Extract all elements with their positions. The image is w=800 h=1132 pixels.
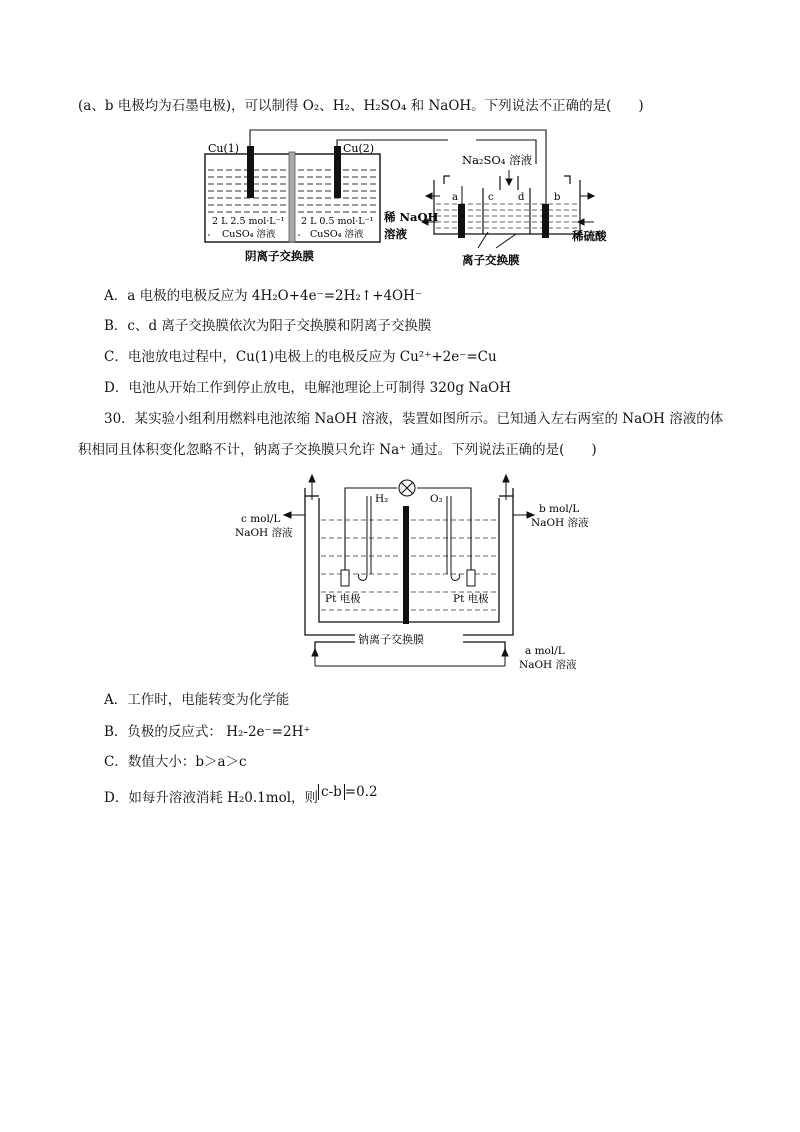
label-c: c: [488, 192, 494, 203]
dilute-h2so4-label: 稀硫酸: [572, 229, 607, 243]
q30-option-d: [104, 784, 378, 808]
pt-electrode-left: [341, 570, 349, 586]
q30-option-a: A．工作时，电能转变为化学能: [104, 692, 290, 708]
dilute-naoh-label-1: 稀 NaOH: [384, 210, 439, 224]
electrode-a: [458, 204, 465, 238]
right-outlet-conc: b mol/L: [539, 503, 580, 515]
q30-option-d-abs: c-b: [318, 784, 345, 800]
left-outlet-name: NaOH 溶液: [235, 527, 293, 539]
q30-option-d-suffix: =0.2: [344, 784, 378, 800]
label-b: b: [554, 192, 561, 203]
cu1-label: Cu(1): [208, 142, 240, 155]
left-solution-name: CuSO₄ 溶液: [222, 229, 276, 240]
q30-option-c: C．数值大小：b＞a＞c: [104, 754, 247, 770]
right-solution-name: CuSO₄ 溶液: [310, 229, 364, 240]
o2-label: O₂: [430, 493, 443, 505]
arrows: [422, 170, 594, 248]
left-outlet-conc: c mol/L: [241, 513, 281, 525]
sodium-membrane-label: 钠离子交换膜: [358, 633, 424, 646]
cu2-electrode: [334, 146, 341, 198]
dilute-naoh-label-2: 溶液: [384, 227, 407, 241]
q29-option-c: C．电池放电过程中，Cu(1)电极上的电极反应为 Cu²⁺+2e⁻=Cu: [104, 349, 497, 365]
label-d: d: [518, 192, 525, 203]
pt-right-label: Pt 电极: [453, 593, 489, 605]
anion-membrane-label: 阴离子交换膜: [245, 249, 314, 263]
pt-left-label: Pt 电极: [325, 593, 361, 605]
q30-option-b: B．负极的反应式： H₂-2e⁻=2H⁺: [104, 724, 311, 740]
q30-option-d-prefix: D．如每升溶液消耗 H₂0.1mol，则: [104, 790, 319, 806]
electrode-b: [542, 204, 549, 238]
electrolysis-cell: [434, 176, 580, 234]
q29-intro: (a、b 电极均为石墨电极)，可以制得 O₂、H₂、H₂SO₄ 和 NaOH。下列说法不正确的是( ): [78, 98, 644, 114]
fuel-cell-figure: [225, 470, 595, 675]
na2so4-label: Na₂SO₄ 溶液: [462, 153, 533, 167]
sodium-membrane: [403, 506, 409, 624]
h2-label: H₂: [375, 493, 389, 505]
ion-membrane-label: 离子交换膜: [462, 253, 520, 267]
right-outlet-name: NaOH 溶液: [531, 517, 589, 529]
inlet-name: NaOH 溶液: [519, 659, 577, 671]
electrolysis-figure: [200, 124, 630, 274]
cu1-electrode: [247, 146, 254, 198]
electrolysis-liquid: [436, 204, 578, 228]
right-solution-conc: 2 L 0.5 mol·L⁻¹: [301, 216, 374, 227]
cu2-label: Cu(2): [343, 142, 375, 155]
label-a: a: [452, 192, 458, 203]
anion-membrane: [289, 152, 295, 242]
left-solution-conc: 2 L 2.5 mol·L⁻¹: [212, 216, 285, 227]
q30-stem-line2: 积相同且体积变化忽略不计，钠离子交换膜只允许 Na⁺ 通过。下列说法正确的是( ): [78, 442, 597, 458]
pt-electrode-right: [467, 570, 475, 586]
q29-option-a: A．a 电极的电极反应为 4H₂O+4e⁻=2H₂↑+4OH⁻: [104, 288, 423, 304]
q29-option-b: B．c、d 离子交换膜依次为阳子交换膜和阴离子交换膜: [104, 318, 432, 334]
q29-option-d: D．电池从开始工作到停止放电，电解池理论上可制得 320g NaOH: [104, 380, 512, 396]
q30-stem-line1: 30．某实验小组利用燃料电池浓缩 NaOH 溶液，装置如图所示。已知通入左右两室的 NaOH 溶液的体: [104, 411, 724, 427]
inlet-conc: a mol/L: [525, 645, 565, 657]
